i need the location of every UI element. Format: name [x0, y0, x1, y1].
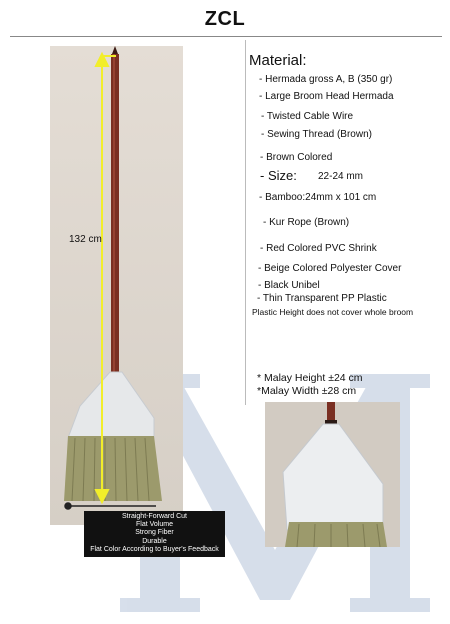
spec-item: - Large Broom Head Hermada	[259, 91, 394, 102]
spec-item: - Red Colored PVC Shrink	[260, 243, 377, 254]
height-dimension-label: 132 cm	[69, 234, 102, 245]
feature-line: Durable	[142, 537, 167, 545]
malay-height: * Malay Height ±24 cm	[257, 372, 363, 384]
spec-item: - Kur Rope (Brown)	[263, 217, 350, 228]
spec-note: Plastic Height does not cover whole broom	[252, 307, 414, 317]
feature-line: Flat Color According to Buyer's Feedback	[90, 545, 219, 553]
spec-item: - Thin Transparent PP Plastic	[257, 293, 387, 304]
spec-item: - Sewing Thread (Brown)	[261, 129, 372, 140]
column-divider	[245, 40, 246, 405]
spec-item: - Beige Colored Polyester Cover	[258, 263, 402, 274]
page-title: ZCL	[204, 8, 246, 30]
broom-full-photo	[50, 46, 183, 525]
title-divider	[10, 36, 442, 37]
broom-head-photo	[265, 402, 400, 547]
spec-size-value: 22-24 mm	[318, 171, 364, 182]
feature-line: Strong Fiber	[135, 529, 174, 537]
spec-item: - Bamboo:24mm x 101 cm	[259, 192, 377, 203]
features-caption	[84, 511, 225, 557]
spec-item: - Brown Colored	[260, 152, 333, 163]
spec-size-label: - Size:	[260, 168, 297, 183]
spec-item: - Black Unibel	[258, 280, 320, 291]
malay-width: *Malay Width ±28 cm	[257, 385, 357, 397]
spec-item: - Twisted Cable Wire	[261, 111, 354, 122]
material-heading: Material:	[249, 52, 307, 69]
feature-line: Flat Volume	[136, 521, 173, 529]
spec-item: - Hermada gross A, B (350 gr)	[259, 74, 393, 85]
feature-line: Straight-Forward Cut	[122, 513, 187, 520]
